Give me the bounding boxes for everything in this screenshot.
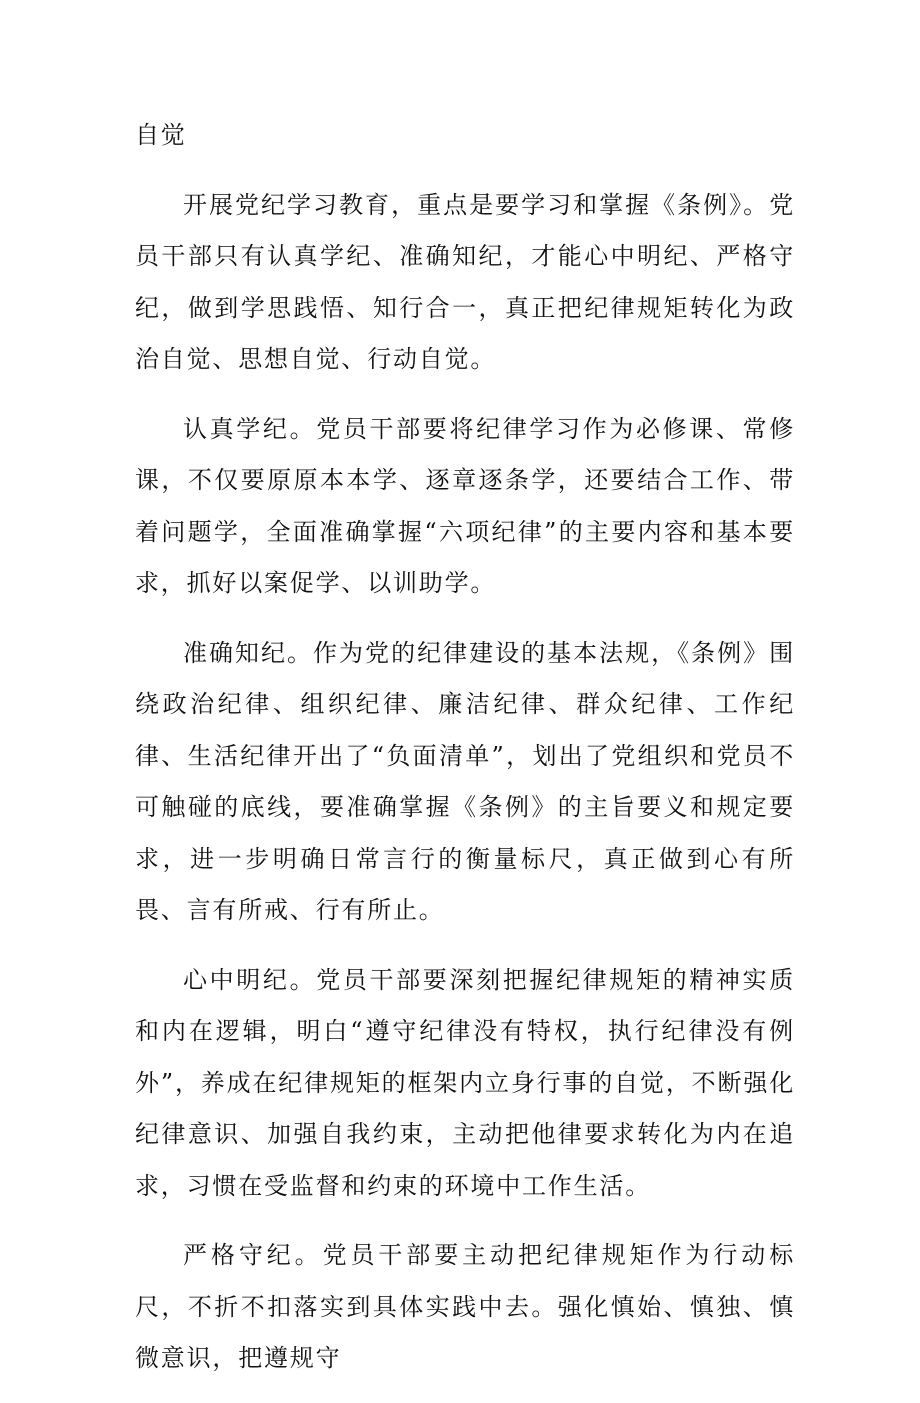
document-body bbox=[135, 110, 795, 1403]
paragraph-observe: 严格守纪。党员干部要主动把纪律规矩作为行动标尺，不折不扣落实到具体实践中去。强化慎始、慎独、慎微意识，把遵规守 bbox=[135, 1241, 795, 1372]
paragraph-know: 准确知纪。作为党的纪律建设的基本法规，《条例》围绕政治纪律、组织纪律、廉洁纪律、群众纪律、工作纪律、生活纪律开出了“负面清单”，划出了党组织和党员不可触碰的底线，要准确掌握《条例》的主旨要义和规定要求，进一步明确日常言行的衡量标尺，真正做到心有所畏、言有所戒、行有所止。 bbox=[135, 638, 795, 924]
paragraph-intro: 开展党纪学习教育，重点是要学习和掌握《条例》。党员干部只有认真学纪、准确知纪，才能心中明纪、严格守纪，做到学思践悟、知行合一，真正把纪律规矩转化为政治自觉、思想自觉、行动自觉。 bbox=[135, 190, 795, 373]
paragraph-understand: 心中明纪。党员干部要深刻把握纪律规矩的精神实质和内在逻辑，明白“遵守纪律没有特权，执行纪律没有例外”，养成在纪律规矩的框架内立身行事的自觉，不断强化纪律意识、加强自我约束，主动把他律要求转化为内在追求，习惯在受监督和约束的环境中工作生活。 bbox=[135, 965, 795, 1200]
paragraph-study: 认真学纪。党员干部要将纪律学习作为必修课、常修课，不仅要原原本本学、逐章逐条学，还要结合工作、带着问题学，全面准确掌握“六项纪律”的主要内容和基本要求，抓好以案促学、以训助学。 bbox=[135, 414, 795, 597]
paragraph-continuation: 自觉 bbox=[135, 121, 187, 149]
